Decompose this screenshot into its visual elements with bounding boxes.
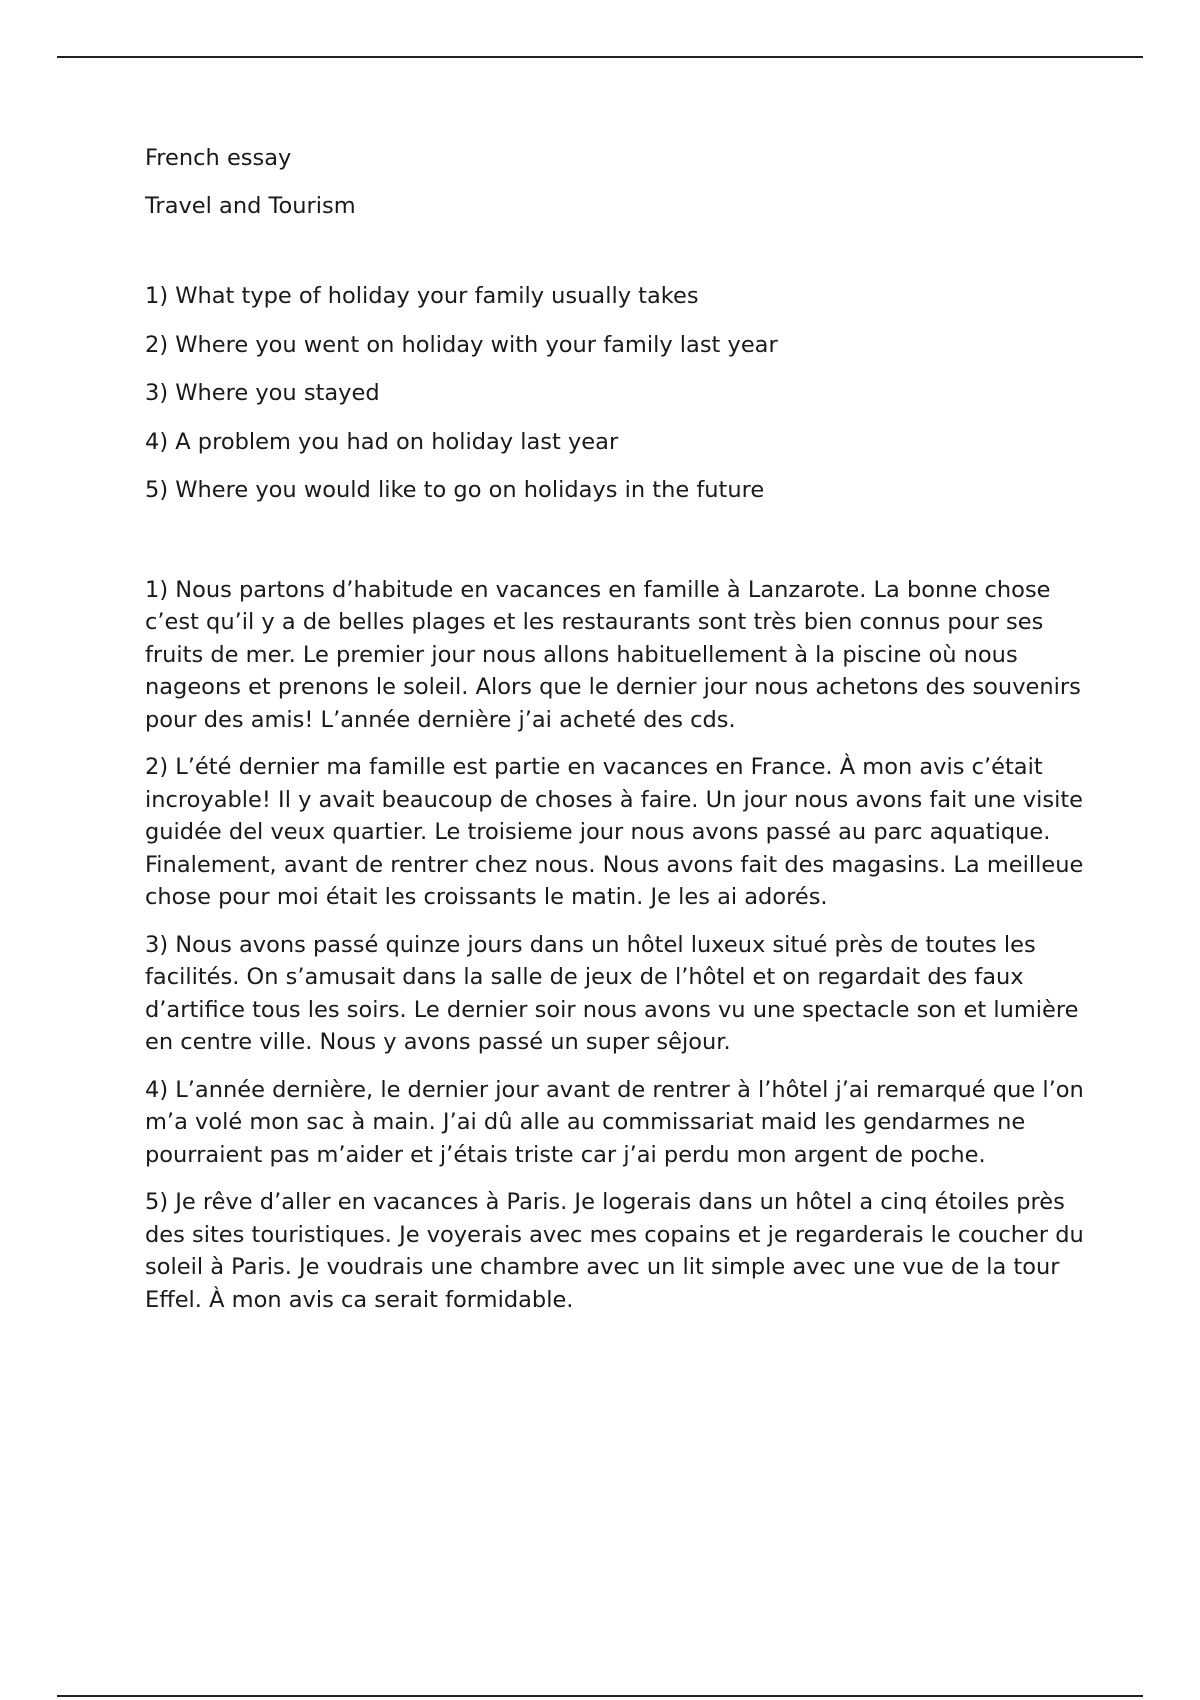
bottom-rule xyxy=(57,1695,1143,1697)
question-list xyxy=(145,280,1085,507)
question-item: 3) Where you stayed xyxy=(145,380,380,406)
answer-list xyxy=(145,574,1085,1317)
question-item: 4) A problem you had on holiday last year xyxy=(145,428,619,455)
answer-paragraph: 1) Nous partons d’habitude en vacances en famille à Lanzarote. La bonne chose c’est qu’il y a de belles plages et les restaurants sont très bien connus pour ses fruits de mer. Le premier jour nous allons habituellement à la piscine où nous nageons et prenons le soleil. Alors que le dernier jour nous achetons des souvenirs pour des amis! L’année dernière j’ai acheté des cds. xyxy=(145,576,1081,733)
document-body xyxy=(145,142,1085,1331)
top-rule xyxy=(57,56,1143,58)
question-item: 5) Where you would like to go on holidays in the future xyxy=(145,477,765,503)
answer-paragraph: 4) L’année dernière, le dernier jour avant de rentrer à l’hôtel j’ai remarqué que l’on m’a volé mon sac à main. J’ai dû alle au commissariat maid les gendarmes ne pourraient pas m’aider et j’étais triste car j’ai perdu mon argent de poche. xyxy=(145,1076,1084,1168)
question-item: 1) What type of holiday your family usually takes xyxy=(145,283,699,309)
document-title: French essay xyxy=(145,145,292,171)
answer-paragraph: 5) Je rêve d’aller en vacances à Paris. Je logerais dans un hôtel a cinq étoiles près des sites touristiques. Je voyerais avec mes copains et je regarderais le coucher du soleil à Paris. Je voudrais une chambre avec un lit simple avec une vue de la tour Effel. À mon avis ca serait formidable. xyxy=(145,1189,1084,1313)
document-subtitle: Travel and Tourism xyxy=(145,192,356,219)
question-item: 2) Where you went on holiday with your family last year xyxy=(145,331,778,358)
answer-paragraph: 2) L’été dernier ma famille est partie en vacances en France. À mon avis c’était incroyable! Il y avait beaucoup de choses à faire. Un jour nous avons fait une visite guidée del veux quartier. Le troisieme jour nous avons passé au parc aquatique. Finalement, avant de rentrer chez nous. Nous avons fait des magasins. La meilleue chose pour moi était les croissants le matin. Je les ai adorés. xyxy=(145,754,1084,910)
answer-paragraph: 3) Nous avons passé quinze jours dans un hôtel luxeux situé près de toutes les facilités. On s’amusait dans la salle de jeux de l’hôtel et on regardait des faux d’artifice tous les soirs. Le dernier soir nous avons vu une spectacle son et lumière en centre ville. Nous y avons passé un super sêjour. xyxy=(145,931,1079,1055)
